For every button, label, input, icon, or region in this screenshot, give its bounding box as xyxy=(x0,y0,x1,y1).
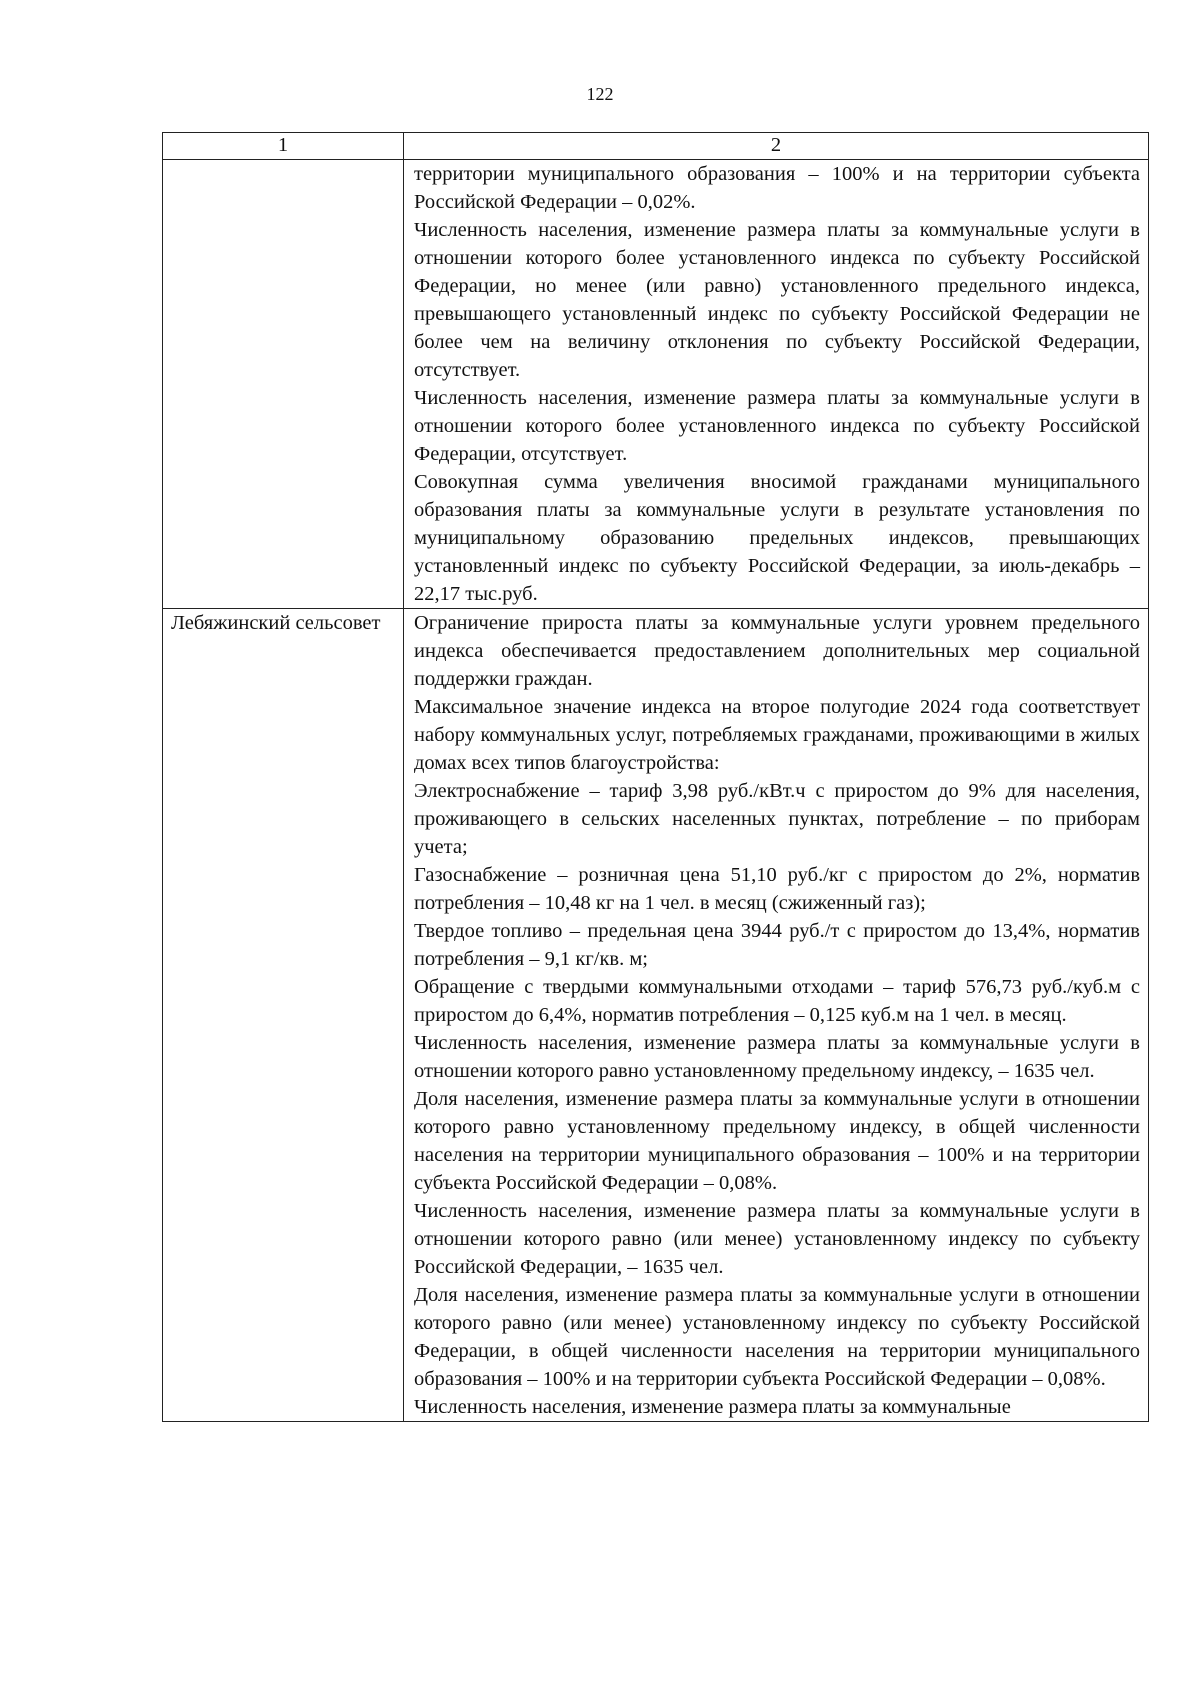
table-row xyxy=(163,160,1149,609)
paragraph: Обращение с твердыми коммунальными отходами – тариф 576,73 руб./куб.м с приростом до 6,4%, норматив потребления – 0,125 куб.м на 1 чел. в месяц. xyxy=(414,976,1140,1026)
table-header-row xyxy=(163,133,1149,160)
paragraph: Численность населения, изменение размера платы за коммунальные xyxy=(414,1396,1011,1418)
municipality-name-cell xyxy=(163,160,404,609)
paragraph: территории муниципального образования – 100% и на территории субъекта Российской Федерации – 0,02%. xyxy=(414,163,1140,213)
paragraph: Численность населения, изменение размера платы за коммунальные услуги в отношении которого равно (или менее) установленному индексу по субъекту Российской Федерации, – 1635 чел. xyxy=(414,1200,1140,1278)
paragraph: Численность населения, изменение размера платы за коммунальные услуги в отношении которого равно установленному предельному индексу, – 1635 чел. xyxy=(414,1032,1140,1082)
column-header-2: 2 xyxy=(404,133,1149,160)
description-cell xyxy=(404,160,1149,609)
description-cell xyxy=(404,609,1149,1422)
page-number: 122 xyxy=(586,84,614,104)
column-header-1: 1 xyxy=(163,133,404,160)
paragraph: Совокупная сумма увеличения вносимой гражданами муниципального образования платы за коммунальные услуги в результате установления по муниципальному образованию предельных индексов, превышающих установленный индекс по субъекту Российской Федерации, за июль-декабрь – 22,17 тыс.руб. xyxy=(414,471,1140,605)
paragraph: Максимальное значение индекса на второе полугодие 2024 года соответствует набору коммунальных услуг, потребляемых гражданами, проживающими в жилых домах всех типов благоустройства: xyxy=(414,696,1140,774)
paragraph: Доля населения, изменение размера платы за коммунальные услуги в отношении которого равно (или менее) установленному индексу по субъекту Российской Федерации, в общей численности населения на территории муниципального образования – 100% и на территории субъекта Российской Федерации – 0,08%. xyxy=(414,1284,1140,1390)
paragraph: Электроснабжение – тариф 3,98 руб./кВт.ч с приростом до 9% для населения, проживающего в сельских населенных пунктах, потребление – по приборам учета; xyxy=(414,780,1140,858)
paragraph: Газоснабжение – розничная цена 51,10 руб./кг с приростом до 2%, норматив потребления – 10,48 кг на 1 чел. в месяц (сжиженный газ); xyxy=(414,864,1140,914)
paragraph: Численность населения, изменение размера платы за коммунальные услуги в отношении которого более установленного индекса по субъекту Российской Федерации, отсутствует. xyxy=(414,387,1140,465)
paragraph: Доля населения, изменение размера платы за коммунальные услуги в отношении которого равно установленному предельному индексу, в общей численности населения на территории муниципального образования – 100% и на территории субъекта Российской Федерации – 0,08%. xyxy=(414,1088,1140,1194)
table-row xyxy=(163,609,1149,1422)
paragraph: Ограничение прироста платы за коммунальные услуги уровнем предельного индекса обеспечивается предоставлением дополнительных мер социальной поддержки граждан. xyxy=(414,612,1140,690)
municipality-name-cell: Лебяжинский сельсовет xyxy=(163,609,404,1422)
paragraph: Численность населения, изменение размера платы за коммунальные услуги в отношении которого более установленного индекса по субъекту Российской Федерации, но менее (или равно) установленного предельного индекса, превышающего установленный индекс по субъекту Российской Федерации не более чем на величину отклонения по субъекту Российской Федерации, отсутствует. xyxy=(414,219,1140,381)
paragraph: Твердое топливо – предельная цена 3944 руб./т с приростом до 13,4%, норматив потребления – 9,1 кг/кв. м; xyxy=(414,920,1140,970)
document-table xyxy=(162,132,1149,1422)
